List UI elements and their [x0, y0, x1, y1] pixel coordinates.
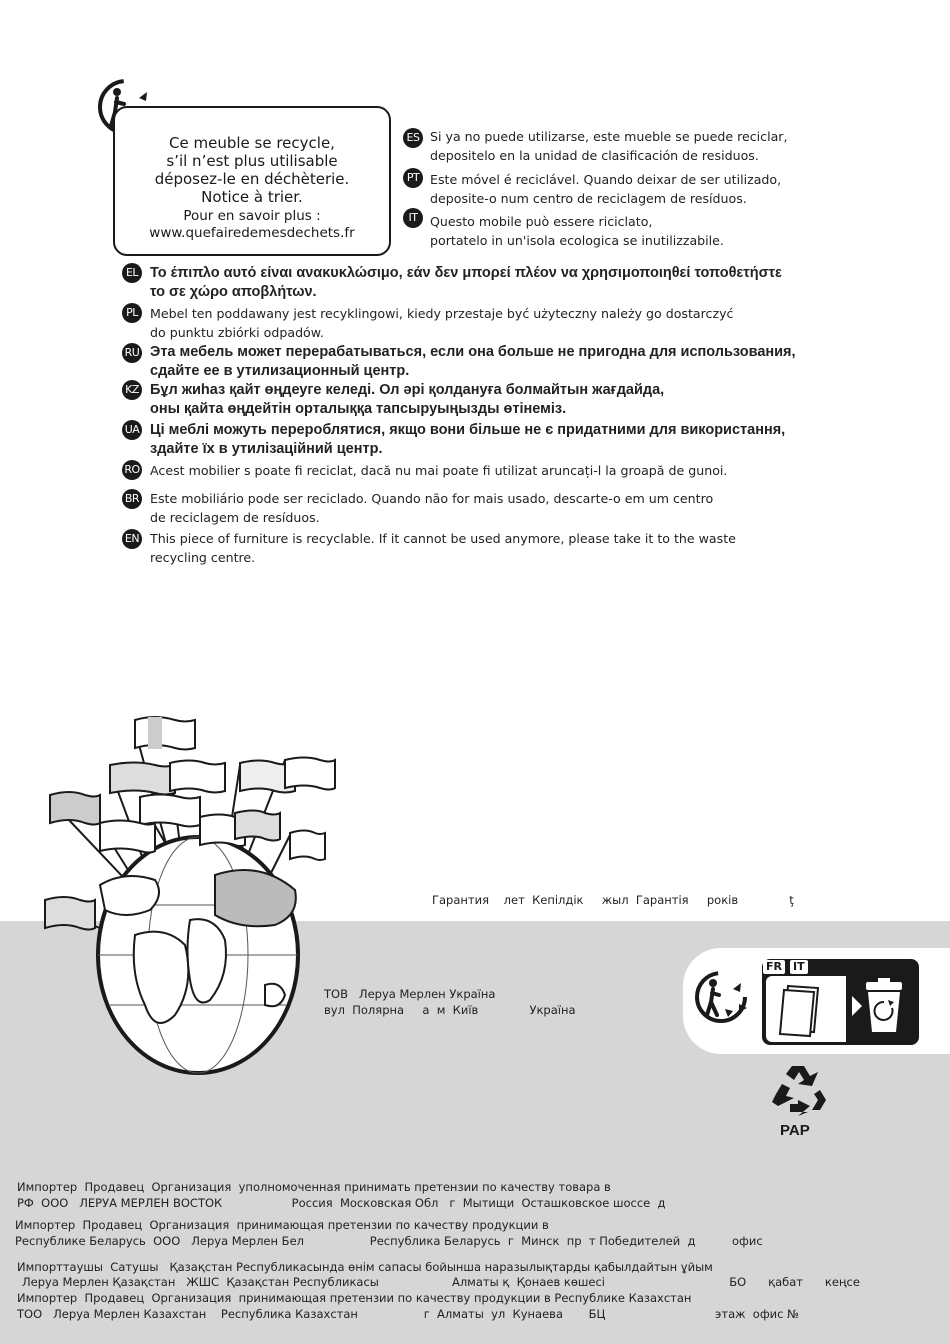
badge-en: EN [122, 529, 142, 549]
pl-line-1: Mebel ten poddawany jest recyklingowi, kiedy przestaje być użyteczny należy go dostarczyć [150, 306, 734, 321]
importer-ru-line-1: Импортер Продавец Организация уполномоченная принимать претензии по качеству товара в [17, 1180, 611, 1194]
badge-ua: UA [122, 420, 142, 440]
br-line-1: Este mobiliário pode ser reciclado. Quando não for mais usado, descarte-o em um centro [150, 491, 714, 506]
pl-line-2: do punktu zbiórki odpadów. [150, 325, 324, 340]
el-line-1: Το έπιπλο αυτό είναι ανακυκλώσιμο, εάν δεν μπορεί πλέον να χρησιμοποιηθεί τοποθετήστε [150, 265, 782, 281]
es-line-1: Si ya no puede utilizarse, este mueble se puede reciclar, [430, 129, 788, 144]
fr-line-4: Notice à trier. [201, 188, 303, 206]
tag-fr: FR [763, 960, 785, 974]
ua-line-1: Ці меблі можуть перероблятися, якщо вони більше не є придатними для використання, [150, 422, 786, 438]
it-line-1: Questo mobile può essere riciclato, [430, 214, 653, 229]
ru-line-1: Эта мебель может перерабатываться, если она больше не пригодна для использования, [150, 344, 796, 360]
triman-icon [690, 966, 756, 1032]
recycle-bin-icon [858, 978, 916, 1038]
kz-line-2: оны қайта өңдейтін орталыққа тапсыруыңызды өтінеміз. [150, 401, 567, 417]
badge-kz: KZ [122, 380, 142, 400]
badge-el: EL [122, 263, 142, 283]
badge-pt: PT [403, 168, 423, 188]
en-line-1: This piece of furniture is recyclable. If it cannot be used anymore, please take it to the waste [150, 531, 736, 546]
warranty-line: Гарантия лет Кепілдік жыл Гарантія років ţ [432, 893, 794, 907]
fr-line-3: déposez-le en déchèterie. [154, 170, 350, 188]
ukraine-address-line-2: вул Полярна а м Київ Україна [324, 1003, 576, 1017]
es-line-2: depositelo en la unidad de clasificación de residuos. [430, 148, 759, 163]
badge-br: BR [122, 489, 142, 509]
importer-kz-line-4: ТОО Леруа Мерлен Казахстан Республика Казахстан г Алматы ул Кунаева БЦ этаж офис № [17, 1307, 800, 1321]
badge-ru: RU [122, 343, 142, 363]
tag-it: IT [790, 960, 808, 974]
en-line-2: recycling centre. [150, 550, 256, 565]
it-line-2: portatelo in un'isola ecologica se inutilizzabile. [430, 233, 724, 248]
paper-tile [766, 976, 846, 1042]
ua-line-2: здайте їх в утилізаційний центр. [150, 441, 383, 457]
fr-line-5: Pour en savoir plus : [183, 208, 321, 224]
badge-pl: PL [122, 303, 142, 323]
importer-kz-line-2: Леруа Мерлен Қазақстан ЖШС Қазақстан Республикасы Алматы қ Қонаев көшесі БО қабат кеңсе [22, 1275, 860, 1289]
ukraine-address-line-1: ТОВ Леруа Мерлен Україна [324, 987, 496, 1001]
importer-by-line-1: Импортер Продавец Организация принимающая претензии по качеству продукции в [15, 1218, 549, 1232]
importer-ru-line-2: РФ ООО ЛЕРУА МЕРЛЕН ВОСТОК Россия Московская Обл г Мытищи Осташковское шоссе д [17, 1196, 666, 1210]
fr-line-2: s’il n’est plus utilisable [166, 152, 338, 170]
br-line-2: de reciclagem de resíduos. [150, 510, 320, 525]
fr-url: www.quefairedemesdechets.fr [149, 225, 355, 241]
globe-flags-illustration [40, 705, 340, 1085]
kz-line-1: Бұл жиһаз қайт өңдеуге келеді. Ол әрі қолдануға болмайтын жағдайда, [150, 382, 665, 398]
pap-label: PAP [780, 1122, 810, 1139]
badge-it: IT [403, 208, 423, 228]
french-recycle-box [113, 106, 391, 256]
ru-line-2: сдайте ее в утилизационный центр. [150, 363, 410, 379]
pt-line-2: deposite-o num centro de reciclagem de resíduos. [430, 191, 747, 206]
pap-recycle-icon [768, 1060, 832, 1120]
badge-ro: RO [122, 460, 142, 480]
importer-kz-line-1: Импорттаушы Сатушы Қазақстан Республикасында өнім сапасы бойынша наразылықтарды қабылдайтын ұйым [17, 1260, 713, 1274]
pt-line-1: Este móvel é reciclável. Quando deixar de ser utilizado, [430, 172, 782, 187]
fr-line-1: Ce meuble se recycle, [169, 134, 335, 152]
ro-line-1: Acest mobilier s poate fi reciclat, dacă nu mai poate fi utilizat aruncați-l la groapă de gunoi. [150, 463, 728, 478]
importer-by-line-2: Республике Беларусь ООО Леруа Мерлен Бел Республика Беларусь г Минск пр т Победителей д офис [15, 1234, 763, 1248]
el-line-2: το σε χώρο αποβλήτων. [150, 284, 317, 300]
importer-kz-line-3: Импортер Продавец Организация принимающая претензии по качеству продукции в Республике Казахстан [17, 1291, 692, 1305]
badge-es: ES [403, 128, 423, 148]
